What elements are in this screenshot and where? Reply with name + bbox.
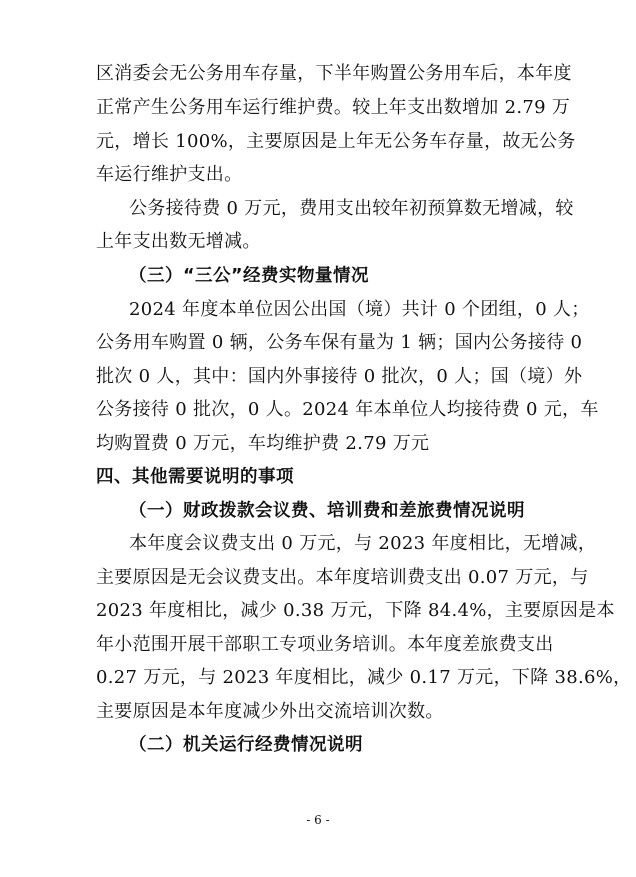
- section-heading-other-matters: 四、其他需要说明的事项: [96, 467, 294, 487]
- paragraph-line: 公务接待 0 批次，0 人。2024 年本单位人均接待费 0 元，车: [96, 399, 599, 420]
- paragraph-line: 上年支出数无增减。: [96, 231, 261, 252]
- paragraph-line: 正常产生公务用车运行维护费。较上年支出数增加 2.79 万: [96, 97, 571, 118]
- section-heading-fiscal-funds: （一）财政拨款会议费、培训费和差旅费情况说明: [129, 501, 525, 521]
- section-heading-agency-operation: （二）机关运行经费情况说明: [129, 735, 363, 755]
- paragraph-line: 公务接待费 0 万元，费用支出较年初预算数无增减，较: [129, 198, 574, 219]
- paragraph-line: 本年度会议费支出 0 万元，与 2023 年度相比，无增减，: [129, 533, 597, 554]
- paragraph-line: 批次 0 人，其中：国内外事接待 0 批次，0 人；国（境）外: [96, 366, 583, 387]
- paragraph-line: 2024 年度本单位因公出国（境）共计 0 个团组，0 人；: [129, 299, 590, 320]
- paragraph-line: 主要原因是无会议费支出。本年度培训费支出 0.07 万元，与: [96, 567, 589, 588]
- paragraph-line: 0.27 万元，与 2023 年度相比，减少 0.17 万元，下降 38.6%，: [96, 667, 632, 688]
- paragraph-line: 公务用车购置 0 辆，公务车保有量为 1 辆；国内公务接待 0: [96, 332, 583, 353]
- paragraph-line: 主要原因是本年度减少外出交流培训次数。: [96, 701, 444, 722]
- paragraph-line: 区消委会无公务用车存量，下半年购置公务用车后，本年度: [96, 63, 572, 84]
- page-number: - 6 -: [306, 813, 330, 827]
- paragraph-line: 元，增长 100%，主要原因是上年无公务车存量，故无公务: [96, 131, 576, 152]
- paragraph-line: 车运行维护支出。: [96, 164, 243, 185]
- section-heading-san-gong-physical: （三）“三公”经费实物量情况: [129, 266, 370, 286]
- paragraph-line: 2023 年度相比，减少 0.38 万元，下降 84.4%，主要原因是本: [96, 600, 615, 621]
- paragraph-line: 年小范围开展干部职工专项业务培训。本年度差旅费支出: [96, 634, 554, 655]
- paragraph-line: 均购置费 0 万元，车均维护费 2.79 万元: [96, 433, 430, 454]
